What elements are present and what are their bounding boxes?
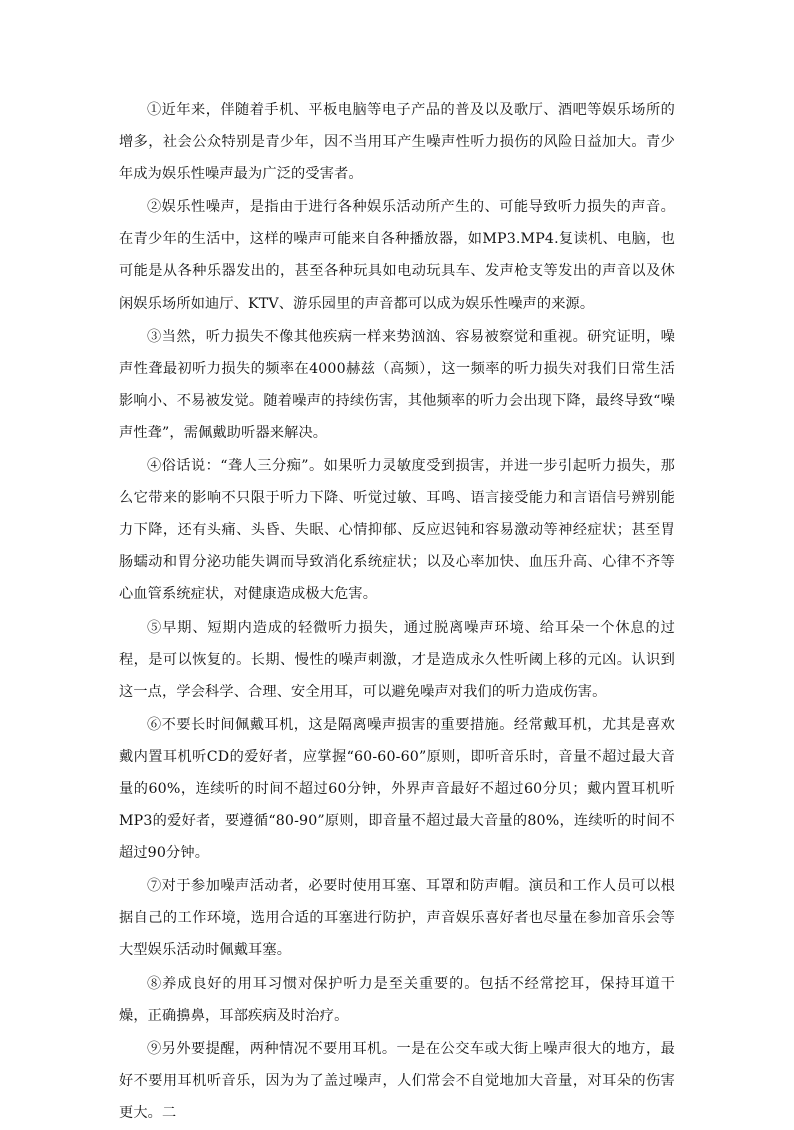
- paragraph-2: ②娱乐性噪声，是指由于进行各种娱乐活动所产生的、可能导致听力损失的声音。在青少年的生活中，这样的噪声可能来自各种播放器，如MP3.MP4.复读机、电脑，也可能是从各种乐器发出的，甚至各种玩具如电动玩具车、发声枪支等发出的声音以及休闲娱乐场所如迪厅、KTV、游乐园里的声音都可以成为娱乐性噪声的来源。: [119, 199, 675, 312]
- paragraph-5: ⑤早期、短期内造成的轻微听力损失，通过脱离噪声环境、给耳朵一个休息的过程，是可以恢复的。长期、慢性的噪声刺激，才是造成永久性听阈上移的元凶。认识到这一点，学会科学、合理、安全用耳，可以避免噪声对我们的听力造成伤害。: [119, 619, 675, 700]
- paragraph-4: ④俗话说：“聋人三分痴”。如果听力灵敏度受到损害，并进一步引起听力损失，那么它带来的影响不只限于听力下降、听觉过敏、耳鸣、语言接受能力和言语信号辨别能力下降，还有头痛、头昏、失眠、心情抑郁、反应迟钝和容易激动等神经症状；甚至胃肠蠕动和胃分泌功能失调而导致消化系统症状；以及心率加快、血压升高、心律不齐等心血管系统症状，对健康造成极大危害。: [119, 458, 675, 603]
- document-page: [119, 94, 675, 1130]
- paragraph-6: ⑥不要长时间佩戴耳机，这是隔离噪声损害的重要措施。经常戴耳机，尤其是喜欢戴内置耳机听CD的爱好者，应掌握“60-60-60”原则，即听音乐时，音量不超过最大音量的60%，连续听的时间不超过60分钟，外界声音最好不超过60分贝；戴内置耳机听MP3的爱好者，要遵循“80-90”原则，即音量不超过最大音量的80%，连续听的时间不超过90分钟。: [119, 716, 675, 862]
- paragraph-1: ①近年来，伴随着手机、平板电脑等电子产品的普及以及歌厅、酒吧等娱乐场所的增多，社会公众特别是青少年，因不当用耳产生噪声性听力损伤的风险日益加大。青少年成为娱乐性噪声最为广泛的受害者。: [119, 102, 675, 183]
- paragraph-7: ⑦对于参加噪声活动者，必要时使用耳塞、耳罩和防声帽。演员和工作人员可以根据自己的工作环境，选用合适的耳塞进行防护，声音娱乐喜好者也尽量在参加音乐会等大型娱乐活动时佩戴耳塞。: [119, 878, 675, 959]
- paragraph-8: ⑧养成良好的用耳习惯对保护听力是至关重要的。包括不经常挖耳，保持耳道干燥，正确擤鼻，耳部疾病及时治疗。: [119, 975, 675, 1024]
- paragraph-3: ③当然，听力损失不像其他疾病一样来势汹汹、容易被察觉和重视。研究证明，噪声性聋最初听力损失的频率在4000赫兹（高频），这一频率的听力损失对我们日常生活影响小、不易被发觉。随着噪声的持续伤害，其他频率的听力会出现下降，最终导致“噪声性聋”，需佩戴助听器来解决。: [119, 328, 675, 441]
- paragraph-9: ⑨另外要提醒，两种情况不要用耳机。一是在公交车或大街上噪声很大的地方，最好不要用耳机听音乐，因为为了盖过噪声，人们常会不自觉地加大音量，对耳朵的伤害更大。二: [119, 1040, 675, 1121]
